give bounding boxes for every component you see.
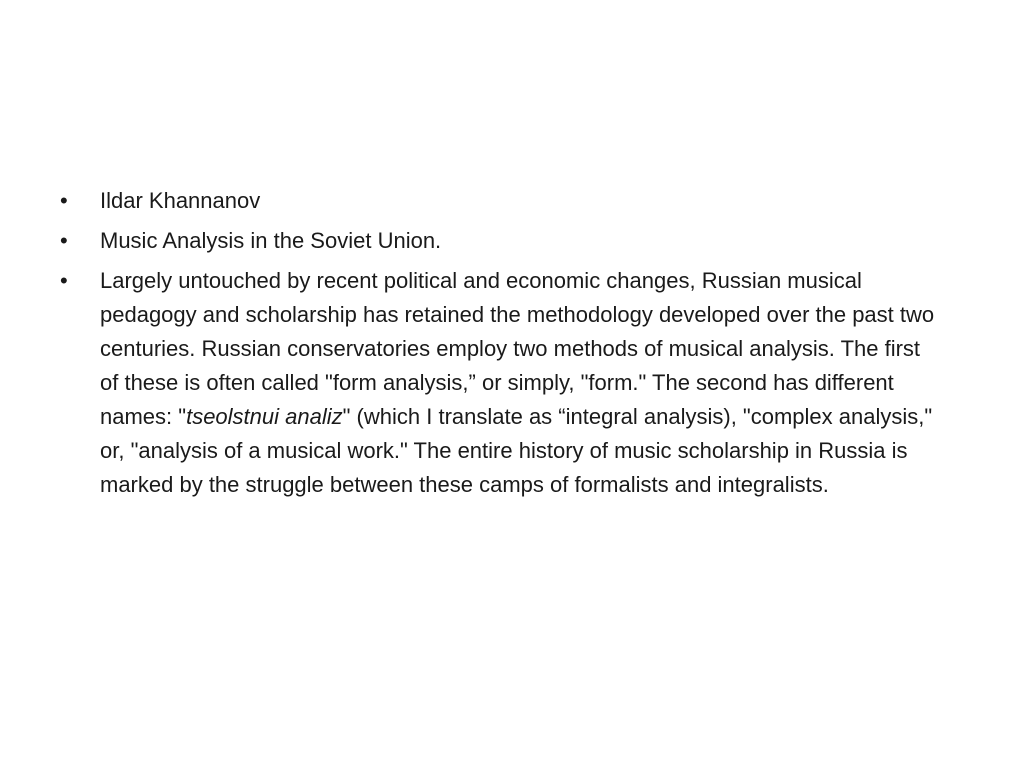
bullet-item-author <box>60 184 940 218</box>
bullet-icon: • <box>60 228 68 253</box>
bullet-icon: • <box>60 268 68 293</box>
abstract-text-part-1: Largely untouched by recent political and economic changes, Russian musical pedagogy and scholarship has retained the methodology developed over the past two centuries. Russian conservatories employ two methods of musical analysis. The first of these is often called "form analysis,” or simply, "form." The second has different names: " <box>100 268 935 429</box>
bullet-text: Ildar Khannanov <box>100 188 261 213</box>
bullet-text: Music Analysis in the Soviet Union. <box>100 228 442 253</box>
bullet-item-abstract <box>60 264 940 502</box>
abstract-italic-term: tseolstnui analiz <box>186 404 343 429</box>
abstract-text-part-2: " (which I translate as “integral analysis), "complex analysis," or, "analysis of a musical work." The entire history of music scholarship in Russia is marked by the struggle between these camps of formalists and integralists. <box>100 404 933 497</box>
bullet-icon: • <box>60 188 68 213</box>
bullet-item-title <box>60 224 940 258</box>
bullet-list <box>60 184 940 508</box>
